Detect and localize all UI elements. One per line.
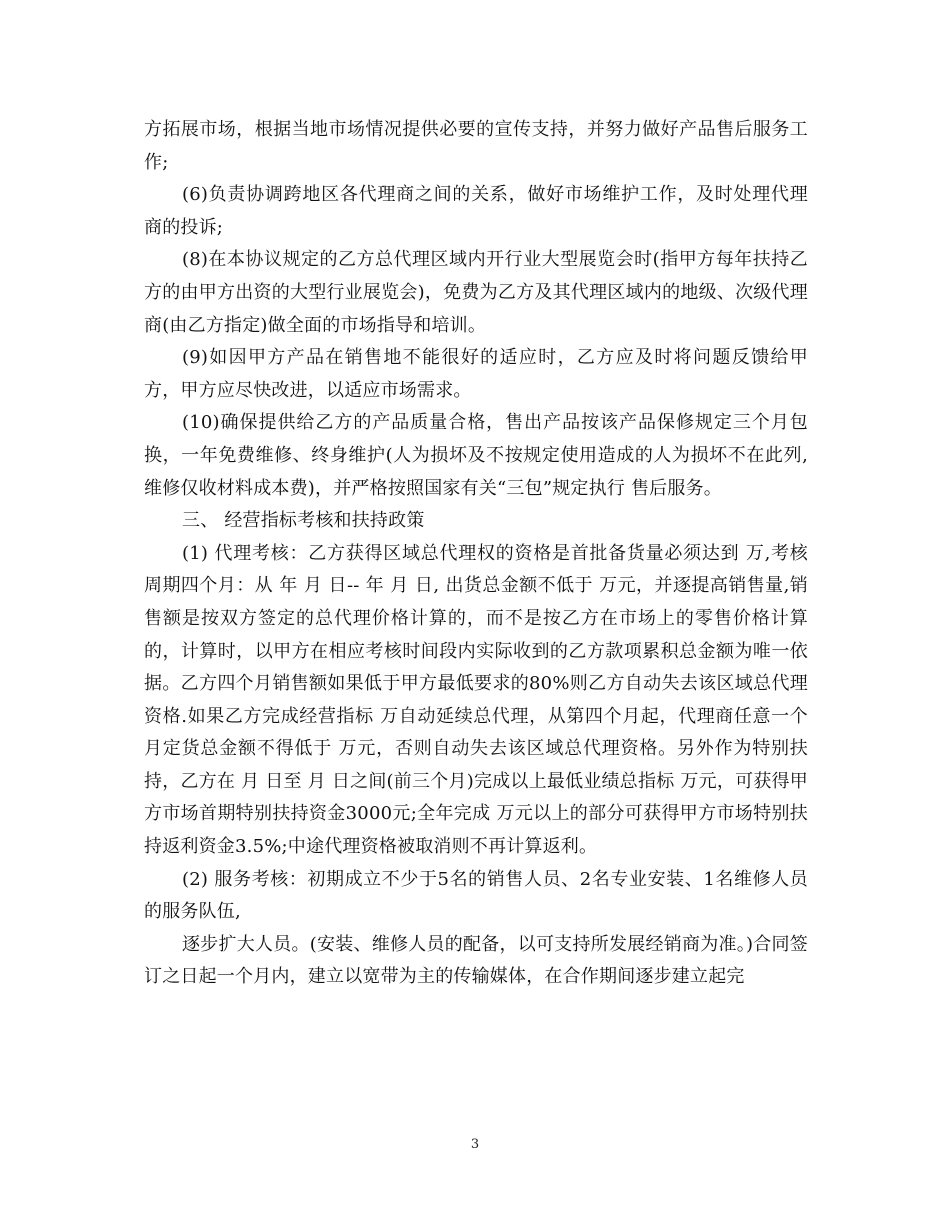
- paragraph-1: 方拓展市场，根据当地市场情况提供必要的宣传支持，并努力做好产品售后服务工作;: [144, 119, 808, 173]
- paragraph-9: 逐步扩大人员。(安装、维修人员的配备，以可支持所发展经销商为准。)合同签订之日起一个月内，建立以宽带为主的传输媒体，在合作期间逐步建立起完: [144, 933, 808, 988]
- paragraph-2: (6)负责协调跨地区各代理商之间的关系，做好市场维护工作，及时处理代理商的投诉;: [144, 184, 808, 238]
- page-number: 3: [470, 1137, 480, 1152]
- paragraph-3: (8)在本协议规定的乙方总代理区域内开行业大型展览会时(指甲方每年扶持乙方的由甲方出资的大型行业展览会)，免费为乙方及其代理区域内的地级、次级代理商(由乙方指定)做全面的市场指导和培训。: [144, 249, 808, 336]
- section-heading: 三、 经营指标考核和扶持政策: [182, 510, 425, 532]
- paragraph-7: (1) 代理考核：乙方获得区域总代理权的资格是首批备货量必须达到 万,考核周期四个月：从 年 月 日-- 年 月 日, 出货总金额不低于 万元，并逐提高销售量,销售额是按双方签定的总代理价格计算的，而不是按乙方在市场上的零售价格计算的，计算时，以甲方在相应考核时间段内实际收到的乙方款项累积总金额为唯一依据。乙方四个月销售额如果低于甲方最低要求的80%则乙方自动失去该区域总代理资格.如果乙方完成经营指标 万自动延续总代理，从第四个月起，代理商任意一个月定货总金额不得低于 万元，否则自动失去该区域总代理资格。另外作为特别扶持，乙方在 月 日至 月 日之间(前三个月)完成以上最低业绩总指标 万元，可获得甲方市场首期特别扶持资金3000元;全年完成 万元以上的部分可获得甲方市场特别扶持返利资金3.5%;中途代理资格被取消则不再计算返利。: [144, 542, 808, 858]
- paragraph-5: (10)确保提供给乙方的产品质量合格，售出产品按该产品保修规定三个月包换，一年免费维修、终身维护(人为损坏及不按规定使用造成的人为损坏不在此列,维修仅收材料成本费)，并严格按照国家有关“三包”规定执行 售后服务。: [144, 412, 808, 499]
- paragraph-8: (2) 服务考核：初期成立不少于5名的销售人员、2名专业安装、1名维修人员的服务队伍,: [144, 868, 808, 923]
- document-body: [144, 114, 808, 994]
- paragraph-4: (9)如因甲方产品在销售地不能很好的适应时，乙方应及时将问题反馈给甲方，甲方应尽快改进，以适应市场需求。: [144, 347, 808, 401]
